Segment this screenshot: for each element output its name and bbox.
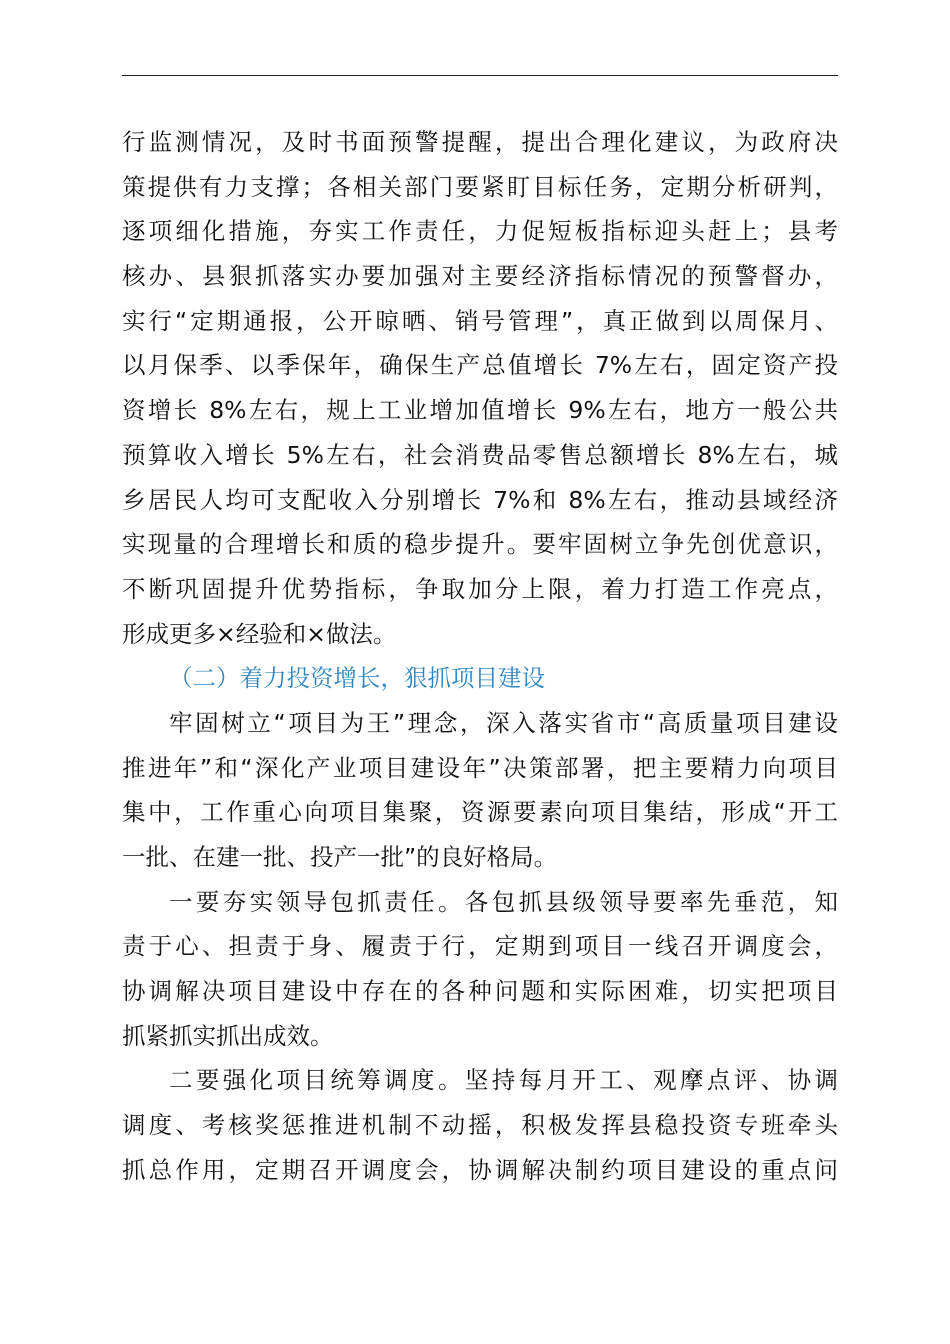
text-line: 乡居民人均可支配收入分别增长 7%和 8%左右，推动县域经济 [122, 485, 838, 514]
text-line: 策提供有力支撑；各相关部门要紧盯目标任务，定期分析研判， [122, 172, 838, 201]
text-line: 牢固树立“项目为王”理念，深入落实省市“高质量项目建设 [169, 708, 838, 737]
text-line: 一批、在建一批、投产一批”的良好格局。 [122, 843, 558, 871]
section-heading: （二）着力投资增长，狠抓项目建设 [169, 664, 545, 693]
text-line: 推进年”和“深化产业项目建设年”决策部署，把主要精力向项目 [122, 753, 838, 782]
text-line: 逐项细化措施，夯实工作责任，力促短板指标迎头赶上；县考 [122, 217, 838, 246]
text-line: 一要夯实领导包抓责任。各包抓县级领导要率先垂范，知 [169, 887, 838, 916]
header-rule [122, 75, 838, 76]
text-line: 形成更多×经验和×做法。 [122, 619, 397, 648]
body-text [122, 120, 838, 1193]
text-line: 二要强化项目统筹调度。坚持每月开工、观摩点评、协调 [169, 1066, 838, 1095]
text-line: 责于心、担责于身、履责于行，定期到项目一线召开调度会， [122, 932, 838, 961]
text-line: 预算收入增长 5%左右，社会消费品零售总额增长 8%左右，城 [122, 440, 838, 469]
text-line: 不断巩固提升优势指标，争取加分上限，着力打造工作亮点， [122, 574, 838, 603]
text-line: 调度、考核奖惩推进机制不动摇，积极发挥县稳投资专班牵头 [122, 1111, 838, 1140]
text-line: 协调解决项目建设中存在的各种问题和实际困难，切实把项目 [122, 977, 838, 1006]
text-line: 实现量的合理增长和质的稳步提升。要牢固树立争先创优意识， [122, 530, 838, 559]
text-line: 行监测情况，及时书面预警提醒，提出合理化建议，为政府决 [122, 128, 838, 156]
text-line: 以月保季、以季保年，确保生产总值增长 7%左右，固定资产投 [122, 351, 838, 380]
text-line: 资增长 8%左右，规上工业增加值增长 9%左右，地方一般公共 [122, 396, 838, 425]
text-line: 实行“定期通报，公开晾晒、销号管理”，真正做到以周保月、 [122, 306, 838, 335]
text-line: 核办、县狠抓落实办要加强对主要经济指标情况的预警督办， [122, 262, 838, 291]
text-line: 集中，工作重心向项目集聚，资源要素向项目集结，形成“开工 [122, 798, 838, 827]
text-line: 抓总作用，定期召开调度会，协调解决制约项目建设的重点问 [122, 1155, 838, 1184]
text-line: 抓紧抓实抓出成效。 [122, 1021, 334, 1050]
